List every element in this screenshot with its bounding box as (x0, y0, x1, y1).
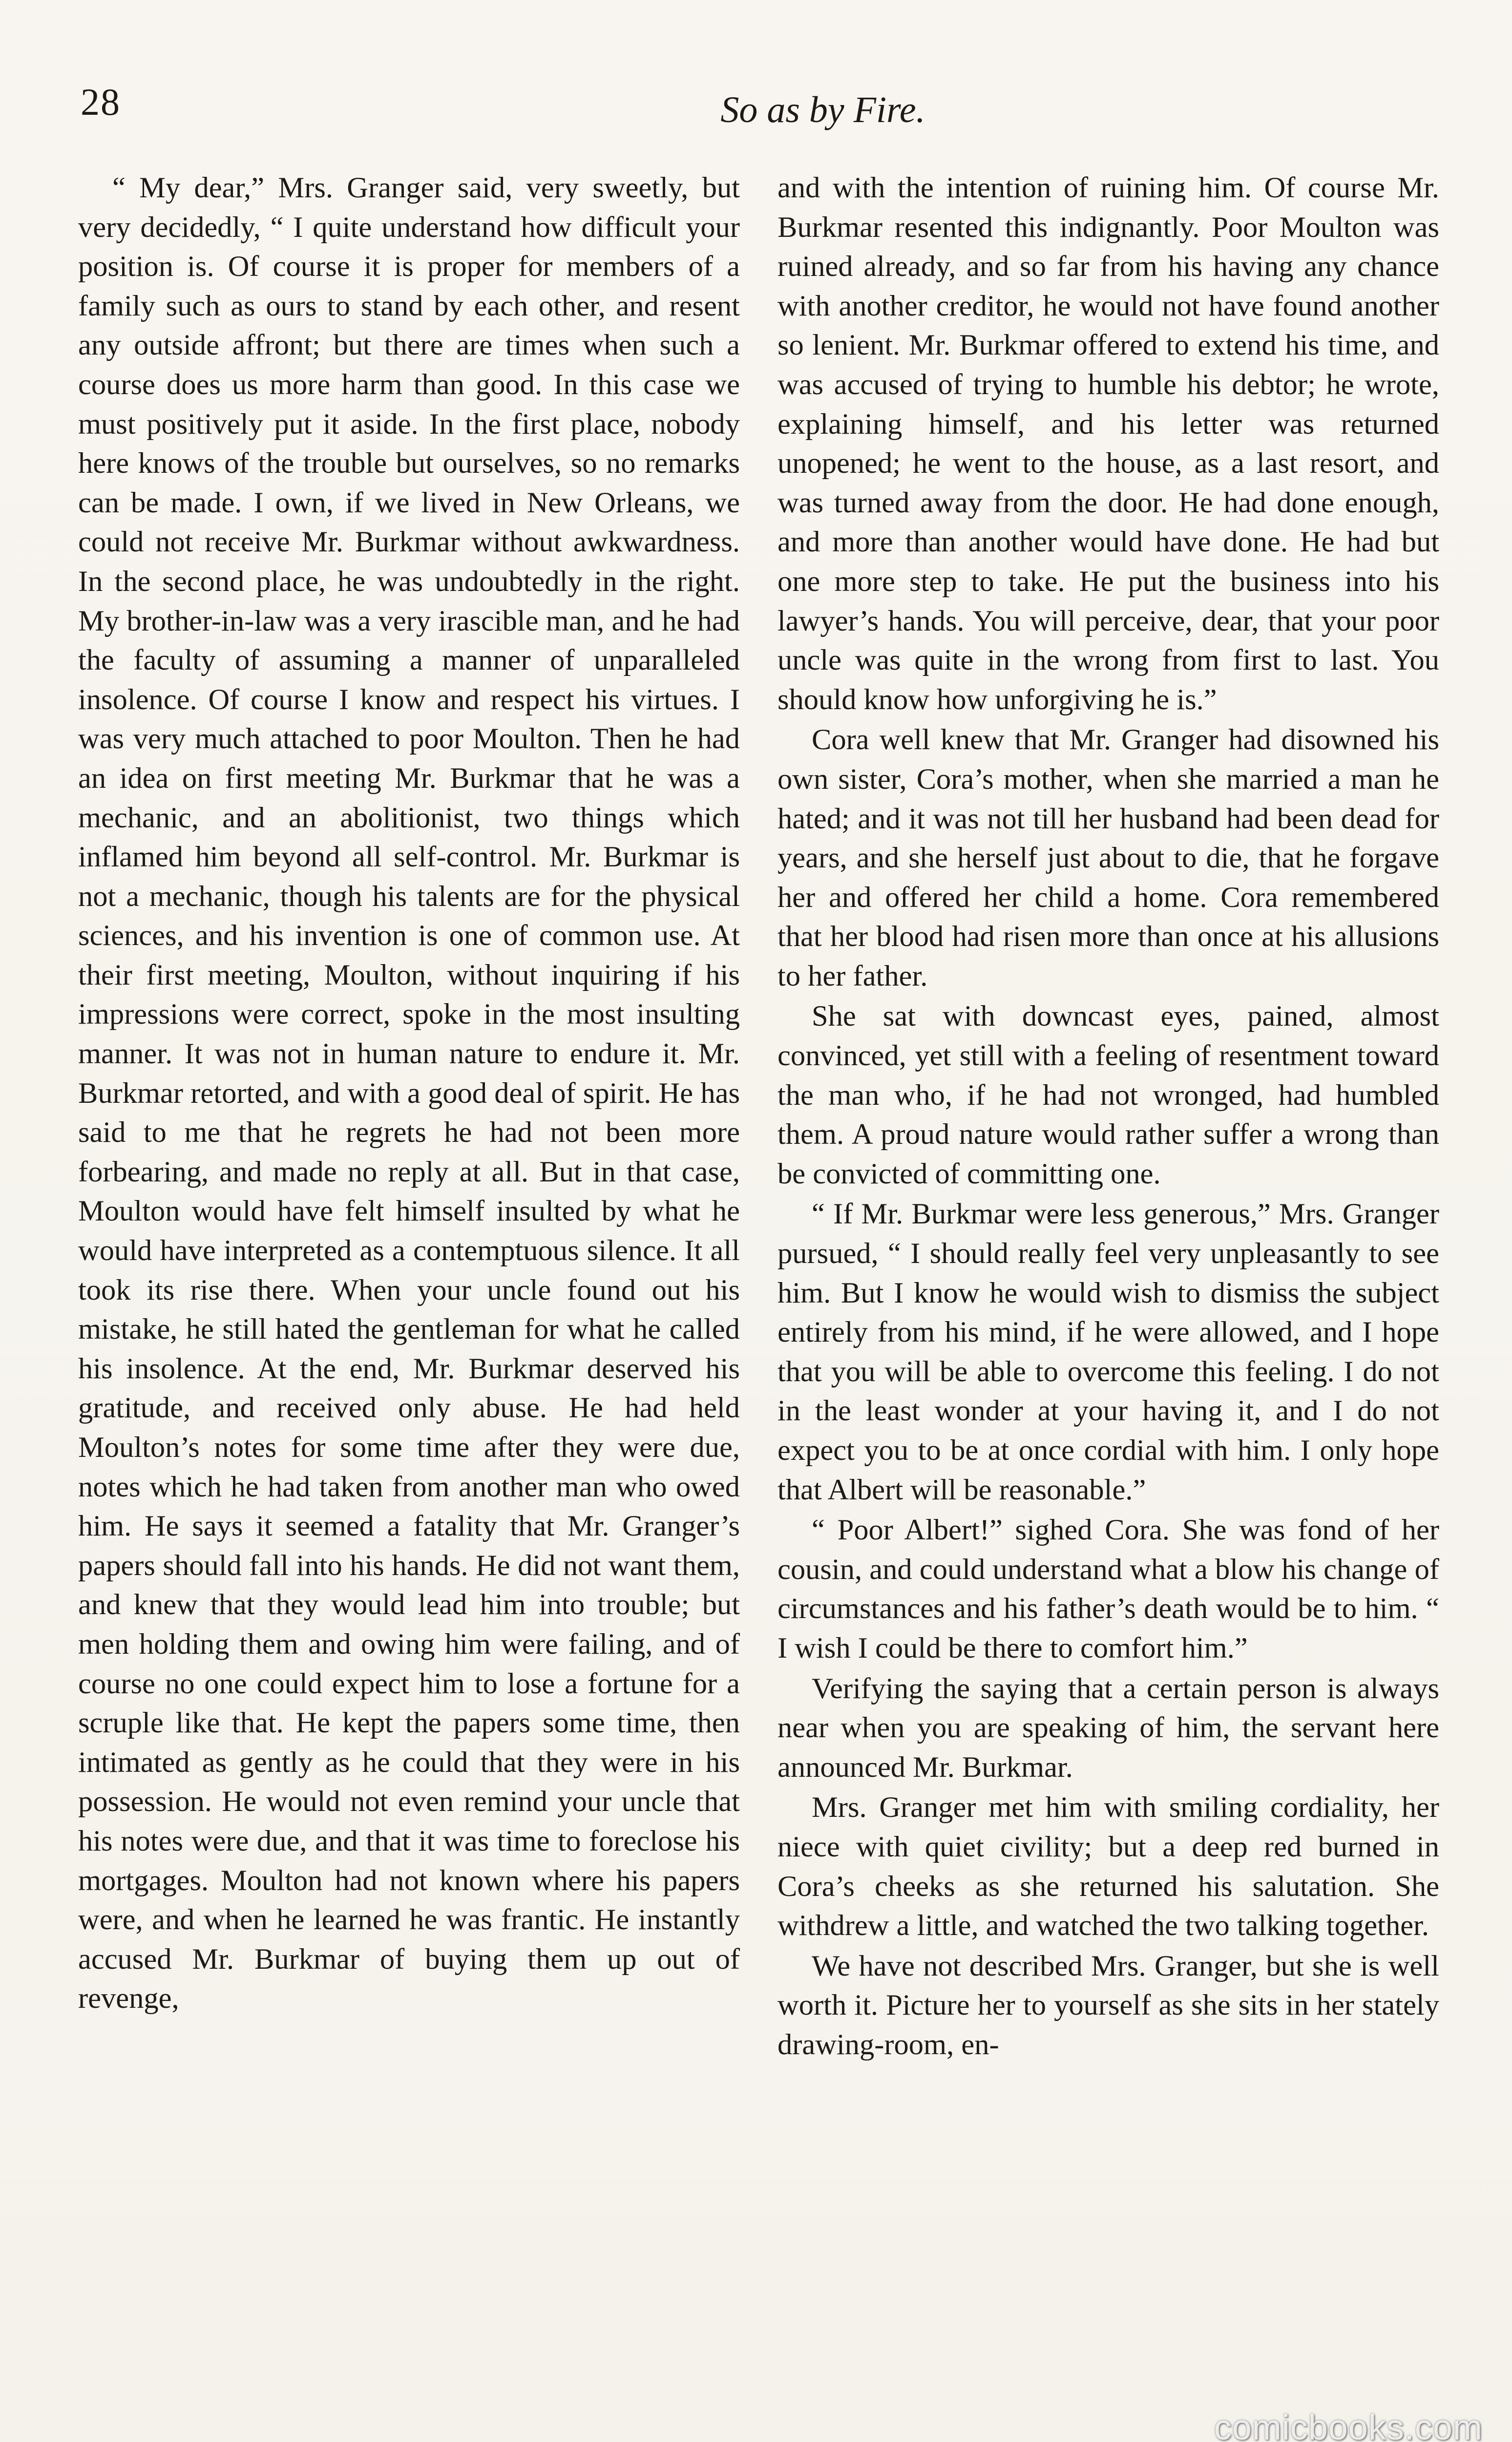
paragraph: We have not described Mrs. Granger, but she is well worth it. Picture her to yourself as she sits in her stately drawing-room, en- (777, 1949, 1439, 2061)
page-number: 28 (81, 81, 121, 123)
left-column (78, 168, 740, 2020)
paragraph: “ My dear,” Mrs. Granger said, very sweetly, but very decidedly, “ I quite understand how difficult your position is. Of course it is proper for members of a family such as ours to stand by each other, and resent any outside affront; but there are times when such a course does us more harm than good. In this case we must positively put it aside. In the first place, nobody here knows of the trouble but ourselves, so no remarks can be made. I own, if we lived in New Orleans, we could not receive Mr. Burkmar without awkwardness. In the second place, he was undoubtedly in the right. My brother-in-law was a very irascible man, and he had the faculty of assuming a manner of unparalleled insolence. Of course I know and respect his virtues. I was very much attached to poor Moulton. Then he had an idea on first meeting Mr. Burkmar that he was a mechanic, and an abolitionist, two things which inflamed him beyond all self-control. Mr. Burkmar is not a mechanic, though his talents are for the physical sciences, and his invention is one of common use. At their first meeting, Moulton, without inquiring if his impressions were correct, spoke in the most insulting manner. It was not in human nature to endure it. Mr. Burkmar retorted, and with a good deal of spirit. He has said to me that he regrets he had not been more forbearing, and made no reply at all. But in that case, Moulton would have felt himself insulted by what he would have interpreted as a contemptuous silence. It all took its rise there. When your uncle found out his mistake, he still hated the gentleman for what he called his insolence. At the end, Mr. Burkmar deserved his gratitude, and received only abuse. He had held Moulton’s notes for some time after they were due, notes which he had taken from another man who owed him. He says it seemed a fatality that Mr. Granger’s papers should fall into his hands. He did not want them, and knew that they would lead him into trouble; but men holding them and owing him were failing, and of course no one could expect him to lose a fortune for a scruple like that. He kept the papers some time, then intimated as gently as he could that they were in his possession. He would not even remind your uncle that his notes were due, and that it was time to foreclose his mortgages. Moulton had not known where his papers were, and when he learned he was frantic. He instantly accused Mr. Burkmar of buying them up out of revenge, (78, 171, 740, 2015)
page-header (81, 73, 1448, 132)
watermark: comicbooks.com (1214, 2408, 1483, 2442)
paragraph: Cora well knew that Mr. Granger had disowned his own sister, Cora’s mother, when she married a man he hated; and it was not till her husband had been dead for years, and she herself just about to die, that he forgave her and offered her child a home. Cora remembered that her blood had risen more than once at his allusions to her father. (777, 723, 1439, 992)
paragraph: “ Poor Albert!” sighed Cora. She was fond of her cousin, and could understand what a blow his change of circumstances and his father’s death would be to him. “ I wish I could be there to comfort him.” (777, 1514, 1439, 1664)
paragraph: She sat with downcast eyes, pained, almost convinced, yet still with a feeling of resentment toward the man who, if he had not wronged, had humbled them. A proud nature would rather suffer a wrong than be convicted of committing one. (777, 1000, 1439, 1190)
paragraph: Verifying the saying that a certain person is always near when you are speaking of him, the servant here announced Mr. Burkmar. (777, 1672, 1439, 1784)
running-title: So as by Fire. (720, 89, 925, 130)
paragraph: and with the intention of ruining him. Of course Mr. Burkmar resented this indignantly. Poor Moulton was ruined already, and so far from his having any chance with another creditor, he would not have found another so lenient. Mr. Burkmar offered to extend his time, and was accused of trying to humble his debtor; he wrote, explaining himself, and his letter was returned unopened; he went to the house, as a last resort, and was turned away from the door. He had done enough, and more than another would have done. He had but one more step to take. He put the business into his lawyer’s hands. You will perceive, dear, that your poor uncle was quite in the wrong from first to last. You should know how unforgiving he is.” (777, 171, 1439, 716)
paragraph: “ If Mr. Burkmar were less generous,” Mrs. Granger pursued, “ I should really feel very unpleasantly to see him. But I know he would wish to dismiss the subject entirely from his mind, if he were allowed, and I hope that you will be able to overcome this feeling. I do not in the least wonder at your having it, and I do not expect you to be at once cordial with him. I only hope that Albert will be reasonable.” (777, 1198, 1439, 1506)
right-column (777, 168, 1439, 2066)
paragraph: Mrs. Granger met him with smiling cordiality, her niece with quiet civility; but a deep red burned in Cora’s cheeks as she returned his salutation. She withdrew a little, and watched the two talking together. (777, 1791, 1439, 1942)
